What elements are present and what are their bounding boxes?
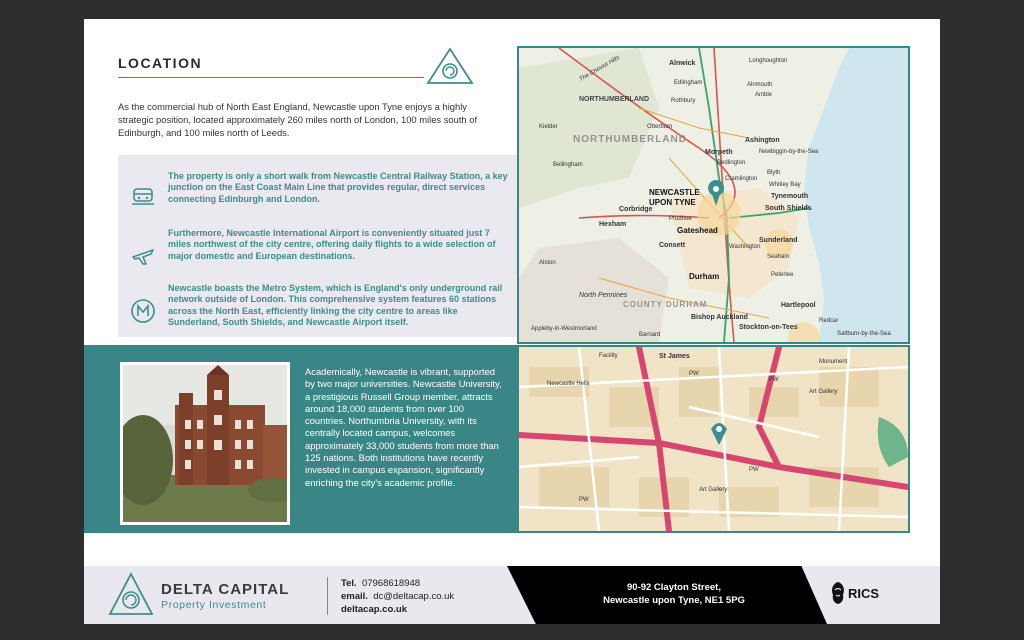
region-map[interactable] [517, 46, 910, 344]
brand-name: DELTA CAPITAL [161, 581, 290, 598]
brochure-page [84, 19, 940, 624]
label-hexham: Hexham [599, 221, 627, 228]
label-stockton: Stockton-on-Tees [739, 324, 798, 331]
highlight-rail: The property is only a short walk from Newcastle Central Railway Station, a key junction on the East Coast Main Line that provides regular, direct services connecting Edinburgh and London. [168, 171, 508, 204]
intro-paragraph: As the commercial hub of North East England, Newcastle upon Tyne enjoys a highly strategic position, located approximately 260 miles north of London, 100 miles south of Edinburgh, and 100 miles north of Leeds. [118, 101, 478, 138]
label-art-gallery-1: Art Gallery [809, 389, 838, 395]
address-line-1: 90-92 Clayton Street, [627, 582, 721, 593]
label-cheviot: The Cheviot Hills [578, 55, 621, 83]
label-upon-tyne: UPON TYNE [649, 198, 696, 207]
highlights-panel [118, 155, 518, 337]
label-kielder: Kielder [539, 124, 558, 130]
highlight-metro: Newcastle boasts the Metro System, which is England's only underground rail network outside of London. This comprehensive system features 60 stations across the North East, efficiently linking the city centre to areas like Sunderland, South Shields, and Newcastle Airport itself. [168, 283, 503, 327]
contact-tel [341, 578, 420, 589]
label-alston: Alston [539, 260, 556, 266]
university-photo [120, 362, 290, 525]
label-redcar: Redcar [819, 318, 839, 324]
label-facility: Facility [599, 353, 618, 359]
label-peterlee: Peterlee [771, 272, 794, 278]
label-pw-2: PW [769, 377, 779, 383]
label-tynemouth: Tynemouth [771, 193, 809, 200]
highlight-airport: Furthermore, Newcastle International Airport is conveniently situated just 7 miles northwest of the city centre, offering daily flights to a wide selection of major domestic and European destinations. [168, 228, 496, 261]
section-title: LOCATION [118, 55, 203, 71]
label-hartlepool: Hartlepool [781, 302, 816, 309]
email-label: email. [341, 591, 368, 602]
label-prudhoe: Prudhoe [669, 216, 692, 222]
train-icon [130, 183, 156, 209]
footer-divider [327, 577, 328, 615]
label-northumberland-np: NORTHUMBERLAND [579, 96, 649, 103]
label-pw-1: PW [689, 371, 699, 377]
label-art-gallery-2: Art Gallery [699, 487, 728, 493]
label-seaham: Seaham [767, 254, 790, 260]
tel-value[interactable]: 07968618948 [361, 578, 421, 589]
tel-label: Tel. [341, 578, 357, 589]
label-bishop-auckland: Bishop Auckland [691, 314, 748, 321]
address-line-2: Newcastle upon Tyne, NE1 5PG [603, 595, 745, 606]
brand-tagline: Property Investment [161, 599, 267, 611]
label-durham: Durham [689, 272, 720, 281]
label-pw-4: PW [579, 497, 589, 503]
label-pw-3: PW [749, 467, 759, 473]
label-sunderland: Sunderland [759, 237, 798, 244]
label-longhoughton: Longhoughton [749, 58, 788, 64]
label-rothbury: Rothbury [671, 98, 696, 104]
delta-logo-icon [426, 47, 474, 85]
label-alnwick: Alnwick [669, 60, 696, 67]
label-barnard: Barnard [639, 332, 661, 338]
label-monument: Monument [819, 359, 848, 365]
label-amble: Amble [755, 92, 773, 98]
label-bedlington: Bedlington [717, 160, 746, 166]
label-county-durham: COUNTY DURHAM [623, 300, 708, 309]
label-whitley-bay: Whitley Bay [769, 182, 801, 188]
label-newbiggin: Newbiggin-by-the-Sea [759, 149, 819, 155]
address [554, 581, 794, 607]
title-underline [118, 77, 424, 78]
label-saltburn: Saltburn-by-the-Sea [837, 331, 891, 337]
rics-logo-text: RICS [848, 586, 880, 601]
delta-capital-logo-icon [108, 572, 154, 616]
metro-icon [130, 298, 156, 324]
label-morpeth: Morpeth [705, 149, 733, 156]
label-south-shields: South Shields [765, 205, 812, 212]
contact-email [341, 591, 454, 602]
label-edlingham: Edlingham [674, 80, 703, 86]
plane-icon [130, 242, 156, 268]
label-cramlington: Cramlington [725, 176, 758, 182]
website-link[interactable]: deltacap.co.uk [341, 604, 407, 615]
label-bellingham: Bellingham [553, 162, 583, 168]
label-gateshead: Gateshead [677, 226, 718, 235]
rics-lion-icon [829, 581, 847, 605]
academic-paragraph: Academically, Newcastle is vibrant, supported by two major universities. Newcastle University, a prestigious Russell Group member, attracts around 18,000 students from over 100 countries. Northumbria University, with its centrally located campus, welcomes approximately 33,000 students from more than 125 nations. Both institutions have recently invested in campus expansion, significantly enriching the city's academic profile. [305, 366, 502, 488]
label-alnmouth: Alnmouth [747, 82, 773, 88]
label-newcastle: NEWCASTLE [649, 188, 700, 197]
label-consett: Consett [659, 242, 686, 249]
label-st-james: St James [659, 353, 690, 360]
label-northumberland: NORTHUMBERLAND [573, 134, 687, 145]
label-north-pennines: North Pennines [579, 292, 628, 299]
label-washington: Washington [729, 244, 761, 250]
label-newcastle-helix: Newcastle Helix [547, 381, 590, 387]
label-otterburn: Otterburn [647, 124, 673, 130]
email-link[interactable]: dc@deltacap.co.uk [373, 591, 455, 602]
label-appleby: Appleby-in-Westmorland [531, 326, 597, 332]
street-map[interactable] [517, 345, 910, 533]
label-blyth: Blyth [767, 170, 781, 176]
label-corbridge: Corbridge [619, 206, 653, 213]
label-ashington: Ashington [745, 137, 780, 144]
